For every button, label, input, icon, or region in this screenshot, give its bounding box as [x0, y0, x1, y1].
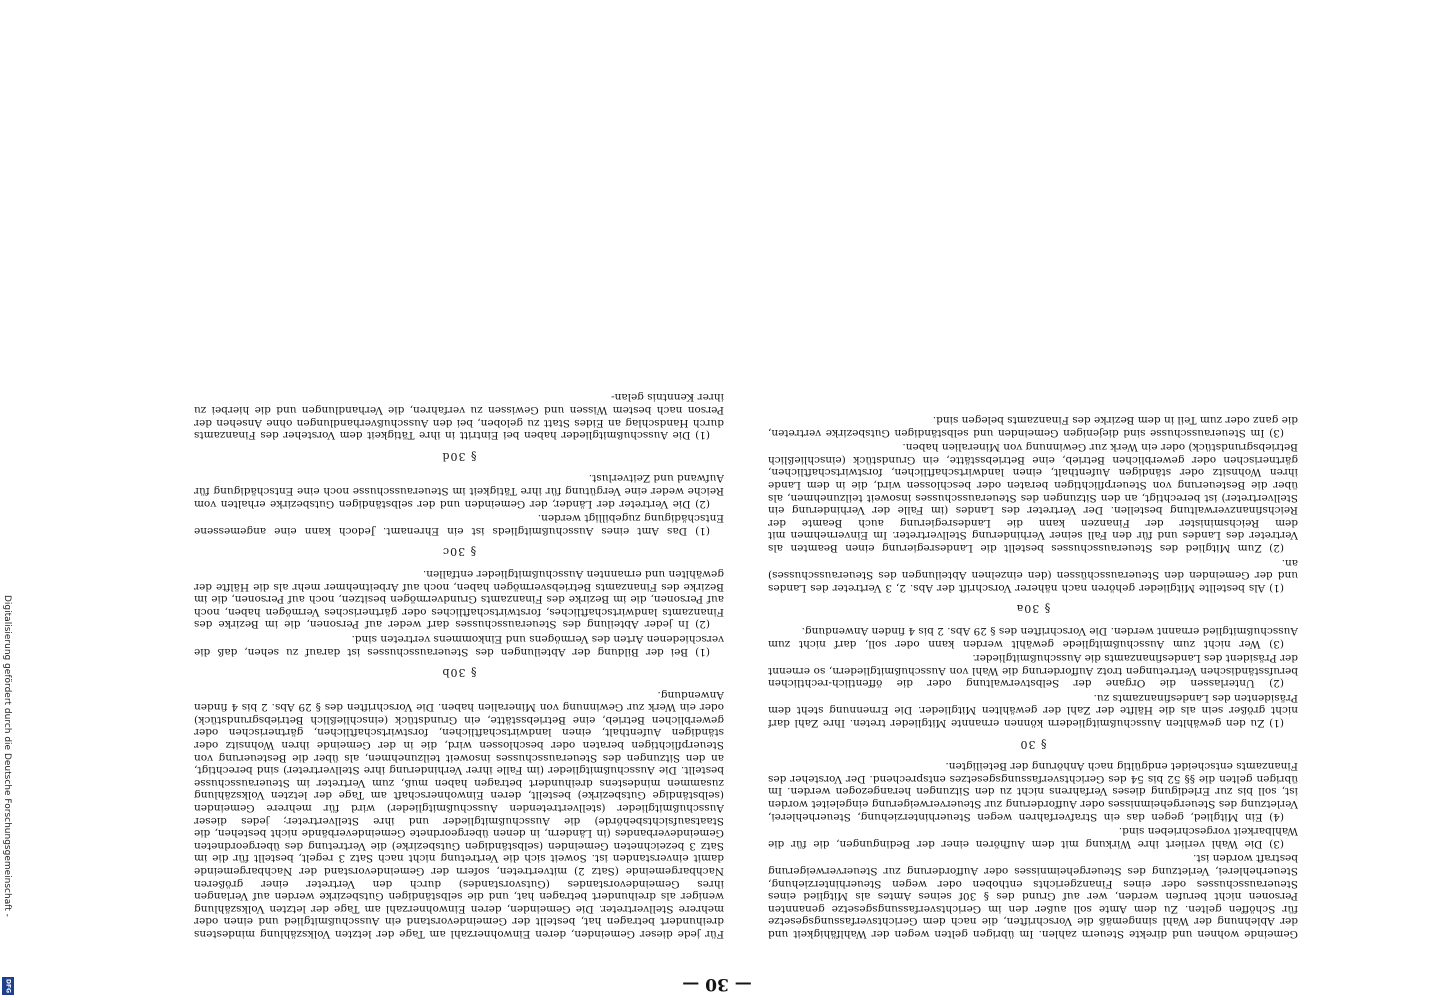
digitization-credit: [2, 595, 14, 995]
section-heading: § 30: [1019, 737, 1047, 751]
paragraph: (2) Die Vertreter der Länder, der Gemeinden und der selbständigen Gutsbezirke erhalten vom Reiche weder eine Vergütung für ihre Tätigkeit im Steuerausschusse noch eine Entschädigung für Aufwand und Zeitverlust.: [194, 472, 724, 510]
paragraph: (3) Die Wahl verliert ihre Wirkung mit dem Aufhören einer der Bedingungen, die für die Wahlbarkeit vorgeschrieben sind.: [768, 825, 1298, 850]
paragraph: Für jede dieser Gemeinden, deren Einwohnerzahl am Tage der letzten Volkszählung mindestens dreihundert betragen hat, bestellt der Gemeindevorstand ein Ausschußmitglied und einen oder mehrere Stellvertreter. Die Gemeinden, deren Einwohnerzahl am Tage der letzten Volkszählung weniger als dreihundert betragen hat, und die selbständigen Gutsbezirke werden auf Verlangen ihres Gemeindevorstandes (Gutsvorstandes) durch den Vertreter einer größeren Nachbargemeinde (Satz 2) mitvertreten, sofern der Gemeindevorstand der Nachbargemeinde damit einverstanden ist. Soweit sich die Vertretung nicht nach Satz 3 regelt, bestellt für die im Satz 3 bezeichneten Gemeinden (selbständigen Gutsbezirke) die Vertretung des übergeordneten Gemeindeverbandes (in Ländern, in denen übergeordnete Gemeindeverbände nicht bestehen, die Staatsaufsichtsbehörde) die Ausschußmitglieder und ihre Stellvertreter; jedes dieser Ausschußmitglieder (stellvertretenden Ausschußmitglieder) wird für mehrere Gemeinden (selbständige Gutsbezirke) bestellt, deren Einwohnerschaft am Tage der letzten Volkszählung zusammen mindestens dreihundert betragen haben muß, zum Vertreter im Steuerausschusse bestellt. Die Ausschußmitglieder (im Falle ihrer Verhinderung ihre Stellvertreter) sind berechtigt, an den Sitzungen des Steuerausschusses insoweit teilzunehmen, als über die Besteuerung von Steuerpflichtigen beraten oder beschlossen wird, die in der Gemeinde ihren Wohnsitz oder ständigen Aufenthalt, einen landwirtschaftlichen, forstwirtschaftlichen, gärtnerischen oder gewerblichen Betrieb, eine Betriebsstätte, ein Grundstück (einschließlich Betriebsgrundstück) oder ein Werk zur Gewinnung von Mineralien haben. Die Vorschriften des § 29 Abs. 2 bis 4 finden Anwendung.: [194, 688, 724, 940]
section-heading: § 30c: [441, 545, 477, 559]
paragraph: (3) Wer nicht zum Ausschußmitgliede gewählt werden kann oder soll, darf nicht zum Ausschußmitglied ernannt werden. Die Vorschriften des § 29 Abs. 2 bis 4 finden Anwendung.: [768, 624, 1298, 650]
dfg-logo: DFG: [2, 977, 14, 995]
left-column: [768, 80, 1298, 940]
paragraph: (2) Zum Mitglied des Steuerausschusses bestellt die Landesregierung einen Beamten als Vertreter des Landes und für den Fall seiner Verhinderung Stellvertreter. Im Einvernehmen mit dem Reichsminister der Finanzen kann die Landesregierung auch Beamte der Reichsfinanzverwaltung bestellen. Der Vertreter des Landes (im Falle der Verhinderung ein Stellvertreter) ist berechtigt, an den Sitzungen des Steuerausschusses insoweit teilzunehmen, als über die Besteuerung von Steuerpflichtigen beraten oder beschlossen wird, die in dem Lande ihren Wohnsitz oder ständigen Aufenthalt, einen landwirtschaftlichen, forstwirtschaftlichen, gärtnerischen oder gewerblichen Betrieb, eine Betriebsstätte, ein Grundstück (einschließlich Betriebsgrundstück) oder ein Werk zur Gewinnung von Mineralien haben.: [768, 441, 1298, 554]
paragraph: (1) Bei der Bildung der Abteilungen des Steuerausschusses ist darauf zu sehen, daß die verschiedenen Arten des Vermögens und Einkommens vertreten sind.: [194, 632, 724, 658]
page-number: — 30 —: [682, 974, 752, 994]
paragraph: (1) Die Ausschußmitglieder haben bei Eintritt in ihre Tätigkeit dem Vorsteher des Finanzamts durch Handschlag an Eides Statt zu geloben, bei den Ausschußverhandlungen ohne Ansehen der Person nach bestem Wissen und Gewissen zu verfahren, die Verhandlungen und die hierbei zu ihrer Kenntnis gelan-: [194, 391, 724, 442]
right-column: [194, 80, 724, 940]
paragraph: (2) Unterlassen die Organe der Selbstverwaltung oder die öffentlich-rechtlichen berufsständischen Vertretungen trotz Aufforderung die Wahl von Ausschußmitgliedern, so ernennt der Präsident des Landesfinanzamts die Ausschußmitglieder.: [768, 652, 1298, 690]
paragraph: (1) Zu den gewählten Ausschußmitgliedern können ernannte Mitglieder treten. Ihre Zahl darf nicht größer sein als die Hälfte der Zahl der gewählten Mitglieder. Die Ernennung steht dem Präsidenten des Landesfinanzamts zu.: [768, 691, 1298, 730]
credit-text: Digitalisierung gefördert durch die Deutsche Forschungsgemeinschaft -: [2, 595, 12, 917]
section-heading: § 30b: [441, 666, 477, 680]
paragraph: (4) Ein Mitglied, gegen das ein Strafverfahren wegen Steuerhinterziehung, Steuerhehlerei, Verletzung des Steuergeheimnisses oder Aufforderung zur Steuerverweigerung eingeleitet worden ist, soll bis zur Erledigung dieses Verfahrens nicht zu den Sitzungen herangezogen werden. Im übrigen gelten die §§ 52 bis 54 des Gerichtsverfassungsgesetzes entsprechend. Der Vorsteher des Finanzamts entscheidet endgültig nach Anhörung der Beteiligten.: [768, 760, 1298, 823]
paragraph: (1) Das Amt eines Ausschußmitglieds ist ein Ehrenamt. Jedoch kann eine angemessene Entschädigung zugebilligt werden.: [194, 512, 724, 537]
paragraph: (3) Im Steuerausschusse sind diejenigen Gemeinden und selbständigen Gutsbezirke vertreten, die ganz oder zum Teil in dem Bezirke des Finanzamts belegen sind.: [768, 414, 1298, 439]
paragraph: Gemeinde wohnen und direkte Steuern zahlen. Im übrigen gelten wegen der Wahlfähigkeit und der Ablehnung der Wahl sinngemäß die Vorschriften, die nach dem Gerichtsverfassungsgesetze für Schöffen gelten. Zu dem Amte soll außer den im Gerichtsverfassungsgesetze genannten Personen nicht berufen werden, wer auf Grund des § 30f seines Amtes als Mitglied eines Steuerausschusses oder eines Finanzgerichts enthoben oder wegen Steuerhinterziehung, Steuerhehlerei, Verletzung des Steuergeheimnisses oder Aufforderung zur Steuerverweigerung bestraft worden ist.: [768, 852, 1298, 940]
paragraph: (2) In jeder Abteilung des Steuerausschusses darf weder auf Personen, die im Bezirke des Finanzamts landwirtschaftliches, forstwirtschaftliches oder gärtnerisches Vermögen haben, noch auf Personen, die im Bezirke des Finanzamts Grundvermögen besitzen, noch auf Personen, die im Bezirke des Finanzamts Betriebsvermögen haben, noch auf Arbeitnehmer mehr als die Hälfte der gewählten und ernannten Ausschußmitglieder entfallen.: [194, 567, 724, 631]
section-heading: § 30a: [1015, 602, 1051, 616]
section-heading: § 30d: [441, 449, 477, 463]
paragraph: (1) Als bestellte Mitglieder gehören nach näherer Vorschrift der Abs. 2, 3 Vertreter des Landes und der Gemeinden den Steuerausschüssen (den einzelnen Abteilungen des Steuerausschusses) an.: [768, 556, 1298, 594]
